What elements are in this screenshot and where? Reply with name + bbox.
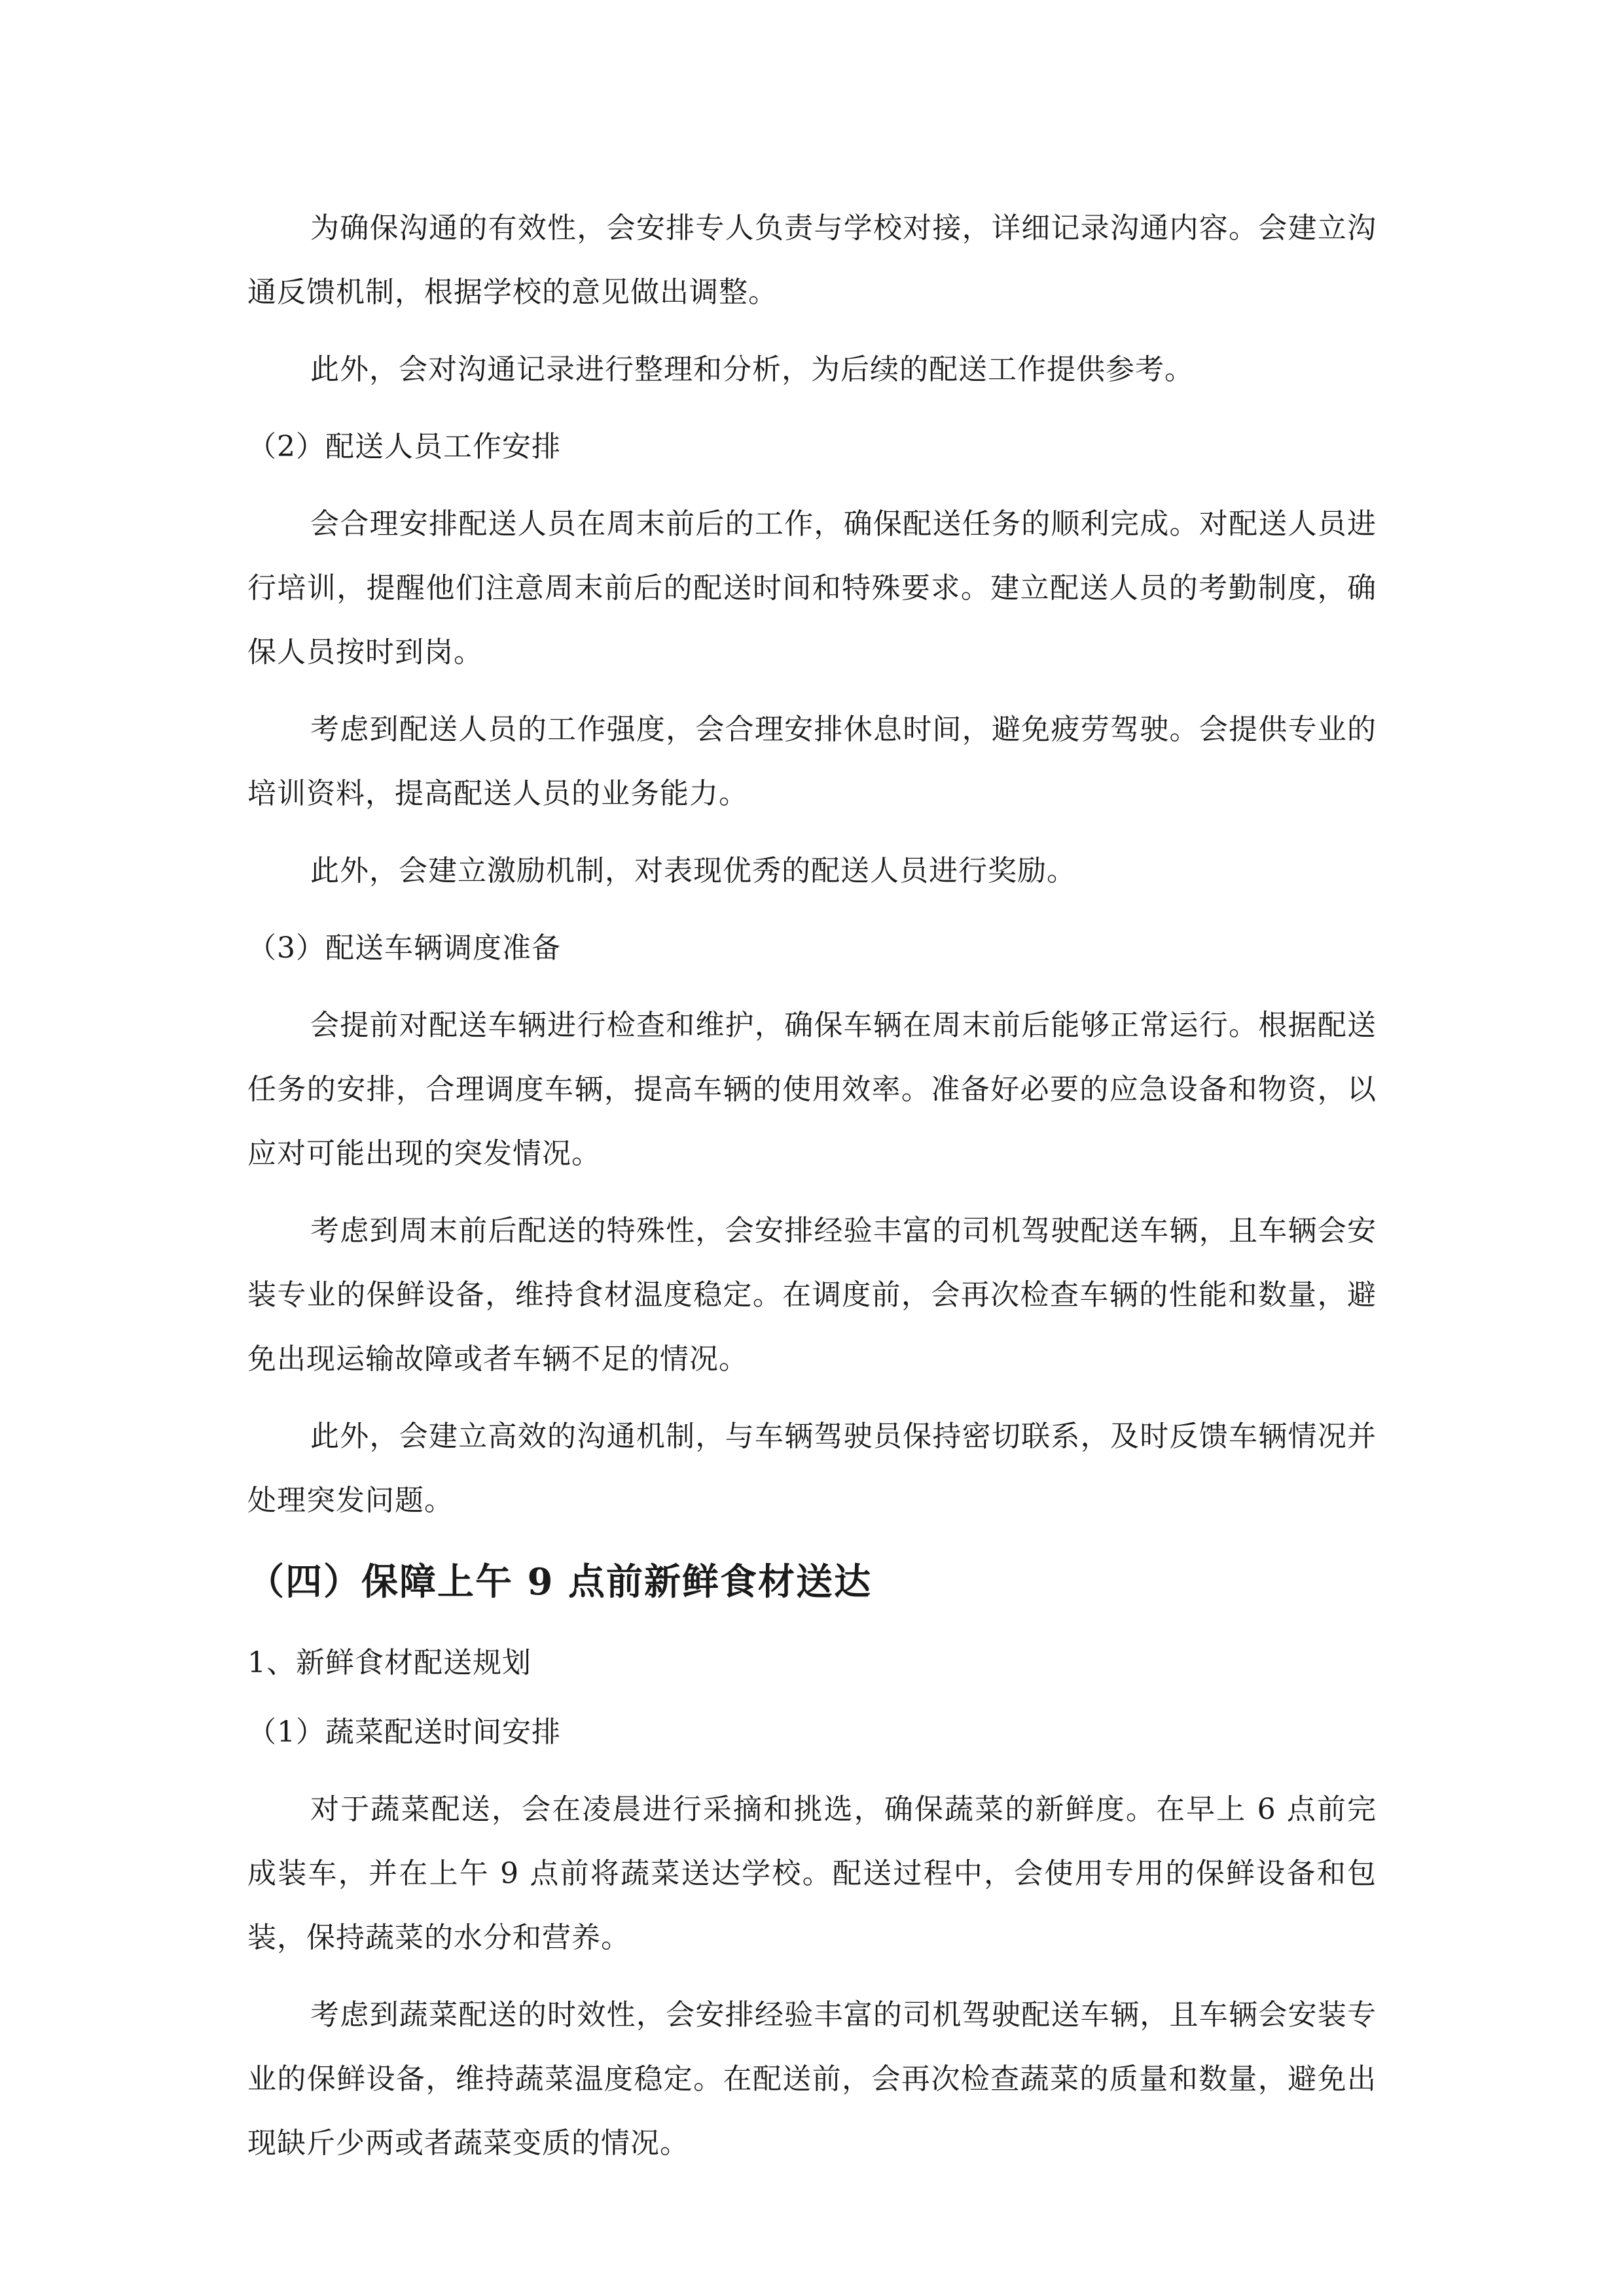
subheading-staff-arrangement: （2）配送人员工作安排 — [247, 430, 561, 463]
paragraph-staff-rest: 考虑到配送人员的工作强度，会合理安排休息时间，避免疲劳驾驶。会提供专业的培训资料，提高配送人员的业务能力。 — [247, 713, 1377, 810]
list-heading-delivery-plan: 1、新鲜食材配送规划 — [247, 1646, 532, 1679]
document-page — [247, 196, 1377, 2189]
paragraph-vehicle-communication: 此外，会建立高效的沟通机制，与车辆驾驶员保持密切联系，及时反馈车辆情况并处理突发问题。 — [247, 1420, 1377, 1517]
paragraph-vehicle-maintenance: 会提前对配送车辆进行检查和维护，确保车辆在周末前后能够正常运行。根据配送任务的安排，合理调度车辆，提高车辆的使用效率。准备好必要的应急设备和物资，以应对可能出现的突发情况。 — [247, 1009, 1377, 1170]
paragraph-staff-incentive: 此外，会建立激励机制，对表现优秀的配送人员进行奖励。 — [310, 854, 1076, 888]
subheading-vehicle-dispatch: （3）配送车辆调度准备 — [247, 931, 561, 965]
paragraph-vegetable-quality: 考虑到蔬菜配送的时效性，会安排经验丰富的司机驾驶配送车辆，且车辆会安装专业的保鲜设备，维持蔬菜温度稳定。在配送前，会再次检查蔬菜的质量和数量，避免出现缺斤少两或者蔬菜变质的情况。 — [247, 1998, 1377, 2160]
section-heading-fresh-delivery: （四）保障上午 9 点前新鲜食材送达 — [247, 1560, 872, 1604]
paragraph-staff-training: 会合理安排配送人员在周末前后的工作，确保配送任务的顺利完成。对配送人员进行培训，提醒他们注意周末前后的配送时间和特殊要求。建立配送人员的考勤制度，确保人员按时到岗。 — [247, 507, 1377, 669]
paragraph-communication-effectiveness: 为确保沟通的有效性，会安排专人负责与学校对接，详细记录沟通内容。会建立沟通反馈机制，根据学校的意见做出调整。 — [247, 211, 1377, 309]
paragraph-communication-records: 此外，会对沟通记录进行整理和分析，为后续的配送工作提供参考。 — [310, 353, 1194, 386]
paragraph-vegetable-timing: 对于蔬菜配送，会在凌晨进行采摘和挑选，确保蔬菜的新鲜度。在早上 6 点前完成装车，并在上午 9 点前将蔬菜送达学校。配送过程中，会使用专用的保鲜设备和包装，保持蔬菜的水分和营养。 — [247, 1793, 1377, 1954]
subheading-vegetable-schedule: （1）蔬菜配送时间安排 — [247, 1715, 561, 1749]
paragraph-vehicle-drivers: 考虑到周末前后配送的特殊性，会安排经验丰富的司机驾驶配送车辆，且车辆会安装专业的保鲜设备，维持食材温度稳定。在调度前，会再次检查车辆的性能和数量，避免出现运输故障或者车辆不足的情况。 — [247, 1214, 1377, 1376]
